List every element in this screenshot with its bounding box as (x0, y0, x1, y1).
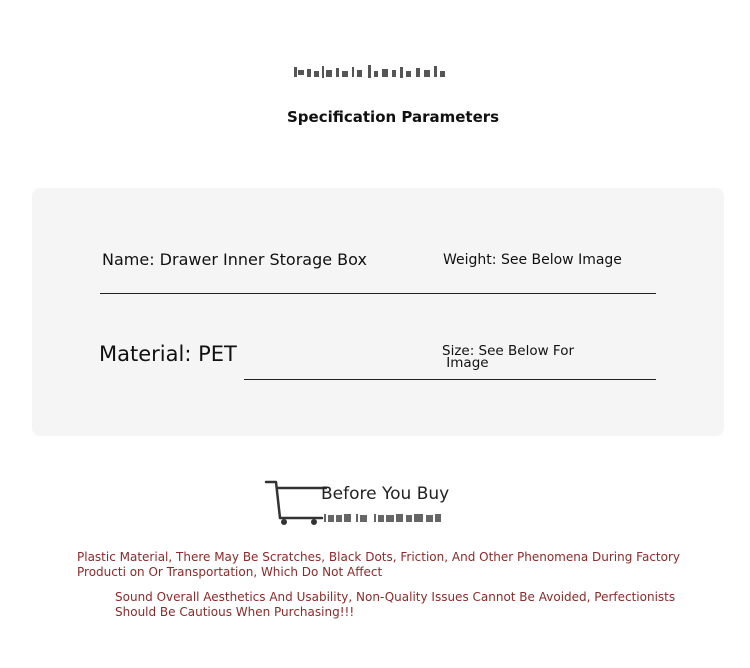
divider (100, 293, 656, 294)
notice-paragraph: Plastic Material, There May Be Scratches, Black Dots, Friction, And Other Phenomena During Factory Producti on Or Transportation, Which Do Not Affect (77, 550, 681, 579)
before-you-buy-title: Before You Buy (321, 484, 450, 504)
shopping-cart-icon (264, 478, 328, 526)
spec-material: Material: PET (99, 342, 237, 366)
spec-size-line1: Size: See Below For (442, 343, 575, 359)
page-title: Specification Parameters (287, 108, 500, 126)
notice-paragraph: Sound Overall Aesthetics And Usability, Non-Quality Issues Cannot Be Avoided, Perfectionists Should Be Cautious When Purchasing!!! (115, 590, 676, 619)
divider (244, 379, 656, 380)
spec-size-line2: Image (442, 355, 489, 371)
spec-name: Name: Drawer Inner Storage Box (102, 250, 367, 269)
spec-size (442, 345, 574, 369)
spec-card (32, 188, 724, 436)
brand-script-logo-icon (292, 62, 448, 82)
need-to-know-text-icon (324, 512, 442, 524)
spec-weight: Weight: See Below Image (443, 252, 622, 268)
